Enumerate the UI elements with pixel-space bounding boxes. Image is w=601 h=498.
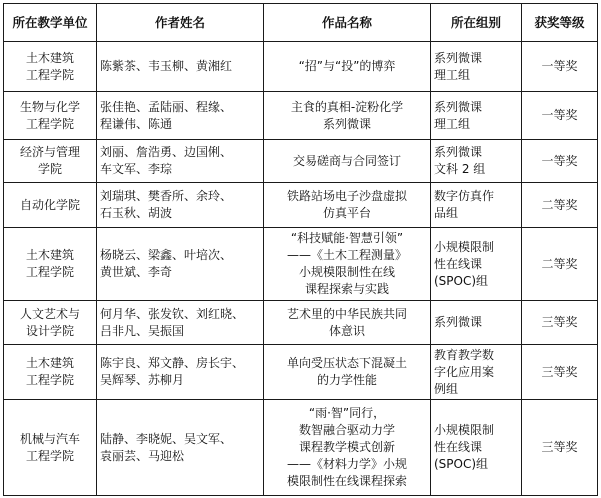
- cell-group: 系列微课: [431, 301, 522, 345]
- table-row: [4, 228, 598, 301]
- cell-group: 小规模限制 性在线课 (SPOC)组: [431, 400, 522, 496]
- cell-authors: 陈紫茶、韦玉柳、黄湘红: [97, 42, 264, 92]
- cell-level: 一等奖: [522, 140, 598, 183]
- cell-authors: 张佳艳、孟陆丽、程缘、 程谦伟、陈通: [97, 92, 264, 140]
- cell-title: “科技赋能·智慧引领” ——《土木工程测量》 小规模限制性在线 课程探索与实践: [264, 228, 431, 301]
- cell-title: “雨·智”同行， 数智融合驱动力学 课程教学模式创新 ——《材料力学》小规 模限制性在线课程探索: [264, 400, 431, 496]
- cell-group: 教育教学数 字化应用案 例组: [431, 345, 522, 400]
- header-row: [4, 4, 598, 42]
- cell-group: 数字仿真作 品组: [431, 183, 522, 228]
- table-row: [4, 345, 598, 400]
- cell-group: 系列微课 文科 2 组: [431, 140, 522, 183]
- cell-title: 铁路站场电子沙盘虚拟 仿真平台: [264, 183, 431, 228]
- cell-group: 小规模限制 性在线课 (SPOC)组: [431, 228, 522, 301]
- header-title: 作品名称: [264, 4, 431, 42]
- cell-group: 系列微课 理工组: [431, 92, 522, 140]
- cell-authors: 刘瑞琪、樊香所、余玲、 石玉秋、胡波: [97, 183, 264, 228]
- table-row: [4, 400, 598, 496]
- header-authors: 作者姓名: [97, 4, 264, 42]
- cell-authors: 陆静、李晓妮、吴文军、 袁丽芸、马迎松: [97, 400, 264, 496]
- cell-authors: 陈宇良、郑文静、房长宇、 吴辉琴、苏柳月: [97, 345, 264, 400]
- cell-title: 主食的真相-淀粉化学 系列微课: [264, 92, 431, 140]
- cell-unit: 生物与化学 工程学院: [4, 92, 97, 140]
- cell-level: 三等奖: [522, 400, 598, 496]
- cell-title: “招”与“投”的博弈: [264, 42, 431, 92]
- table-row: [4, 140, 598, 183]
- cell-level: 一等奖: [522, 92, 598, 140]
- cell-unit: 经济与管理 学院: [4, 140, 97, 183]
- table-row: [4, 92, 598, 140]
- table-row: [4, 301, 598, 345]
- cell-authors: 何月华、张发钦、刘红晓、 吕非凡、吴振国: [97, 301, 264, 345]
- cell-level: 二等奖: [522, 228, 598, 301]
- cell-unit: 土木建筑 工程学院: [4, 228, 97, 301]
- cell-title: 艺术里的中华民族共同 体意识: [264, 301, 431, 345]
- cell-level: 一等奖: [522, 42, 598, 92]
- awards-table: [3, 3, 598, 496]
- cell-unit: 自动化学院: [4, 183, 97, 228]
- cell-unit: 土木建筑 工程学院: [4, 42, 97, 92]
- cell-unit: 土木建筑 工程学院: [4, 345, 97, 400]
- cell-authors: 刘丽、詹浩勇、边国俐、 车文军、李琮: [97, 140, 264, 183]
- table-row: [4, 183, 598, 228]
- cell-authors: 杨晓云、梁鑫、叶培次、 黄世斌、李奇: [97, 228, 264, 301]
- table-row: [4, 42, 598, 92]
- header-group: 所在组别: [431, 4, 522, 42]
- cell-unit: 机械与汽车 工程学院: [4, 400, 97, 496]
- cell-title: 交易磋商与合同签订: [264, 140, 431, 183]
- header-unit: 所在教学单位: [4, 4, 97, 42]
- cell-level: 三等奖: [522, 301, 598, 345]
- header-level: 获奖等级: [522, 4, 598, 42]
- cell-group: 系列微课 理工组: [431, 42, 522, 92]
- cell-title: 单向受压状态下混凝土 的力学性能: [264, 345, 431, 400]
- cell-unit: 人文艺术与 设计学院: [4, 301, 97, 345]
- cell-level: 三等奖: [522, 345, 598, 400]
- cell-level: 二等奖: [522, 183, 598, 228]
